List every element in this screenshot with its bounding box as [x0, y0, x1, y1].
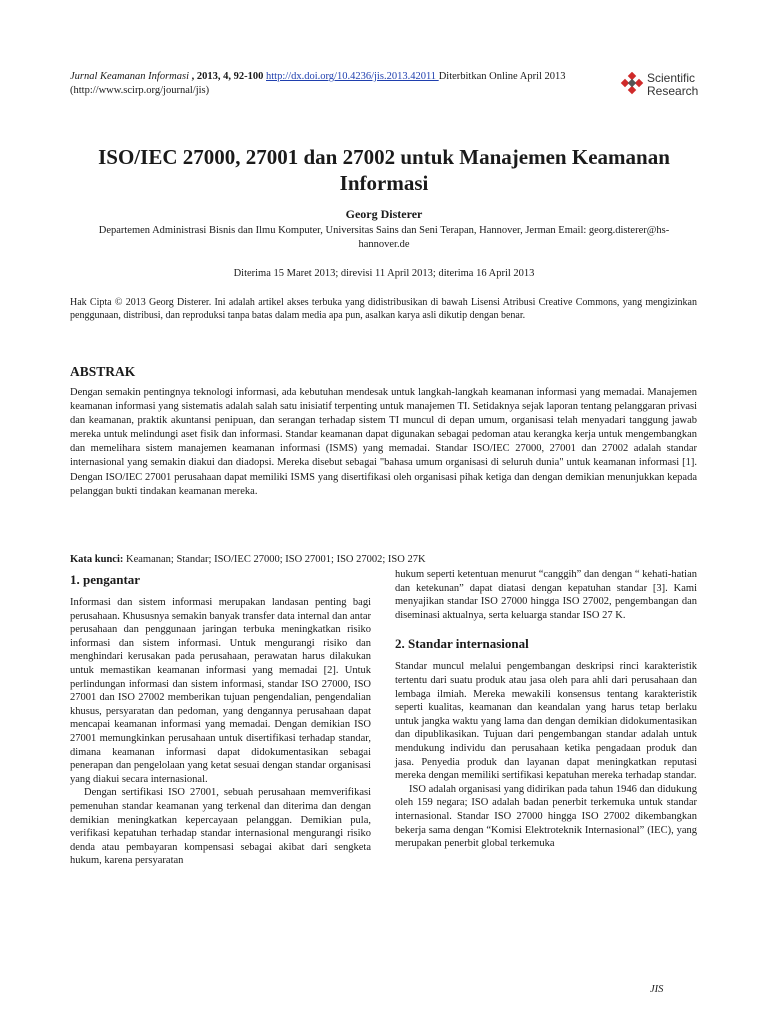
paragraph: ISO adalah organisasi yang didirikan pada tahun 1946 dan didukung oleh 159 negara; ISO adalah badan penerbit terkemuka untuk standar internasional. Standar ISO 27000 hingga ISO 27002 dikembangkan bekerja sama dengan “Komisi Elektroteknik Internasional” (IEC), yang merupakan penerbit global terkemuka	[395, 783, 697, 850]
paragraph: Dengan sertifikasi ISO 27001, sebuah perusahaan memverifikasi pemenuhan standar keamanan yang terkenal dan diterima dan dengan demikian meningkatkan kepercayaan pelanggan. Demikian pula, verifikasi kepatuhan terhadap standar internasional mengurangi risiko denda atau pembayaran kompensasi sebagai akibat dari sengketa hukum, karena persyaratan	[70, 787, 371, 867]
doi-link[interactable]: http://dx.doi.org/10.4236/jis.2013.42011	[266, 71, 439, 82]
section-heading-international-standards: 2. Standar internasional	[395, 636, 529, 652]
paragraph: hukum seperti ketentuan menurut “canggih” dan dengan “ kehati-hatian dan ketekunan” dapat diatasi dengan kepatuhan standar [3]. Kami menyajikan standar ISO 27000 hingga ISO 27002, pengembangan dan diseminasi aktualnya, serta keluarga standar ISO 27 K.	[395, 569, 697, 621]
paragraph: Standar muncul melalui pengembangan deskripsi rinci karakteristik tertentu dari suatu produk atau jasa oleh para ahli dari perusahaan dan lembaga ilmiah. Mereka mewakili konsensus tentang karakteristik seperti kualitas, keamanan dan keandalan yang harus tetap berlaku untuk jangka waktu yang lama dan dengan demikian didokumentasikan dan dipublikasikan. Tujuan dari pengembangan standar adalah untuk mendukung individu dan perusahaan ketika pengadaan produk dan jasa. Penyedia produk dan layanan dapat meningkatkan reputasi mereka dengan memiliki sertifikasi kepatuhan mereka terhadap standar.	[395, 661, 697, 782]
keywords-label: Kata kunci:	[70, 554, 124, 565]
journal-header	[70, 70, 620, 98]
author-affiliation: Departemen Administrasi Bisnis dan Ilmu Komputer, Universitas Sains dan Seni Terapan, Hannover, Jerman Email: georg.disterer@hs-hannover.de	[98, 225, 670, 250]
right-column	[395, 568, 697, 851]
keywords-list: Keamanan; Standar; ISO/IEC 27000; ISO 27001; ISO 27002; ISO 27K	[123, 554, 426, 565]
publisher-wordmark: Scientific Research	[647, 71, 699, 98]
abstract-heading: ABSTRAK	[70, 364, 136, 379]
footer-journal-abbrev: JIS	[650, 984, 664, 995]
publisher-logo-icon	[620, 72, 644, 96]
abstract-text: Dengan semakin pentingnya teknologi informasi, ada kebutuhan mendesak untuk langkah-langkah keamanan informasi yang memadai. Manajemen keamanan informasi yang sistematis adalah salah satu inisiatif terpenting untuk manajemen TI. Setidaknya sejak laporan tentang pelanggaran privasi dan keamanan, praktik akuntansi penipuan, dan serangan terhadap sistem TI muncul di depan umum, organisasi telah menyadari tanggung jawab mereka untuk melindungi aset fisik dan informasi. Standar keamanan dapat digunakan sebagai pedoman atau kerangka kerja untuk mengembangkan dan memelihara sistem manajemen keamanan informasi (ISMS) yang memadai. Standar ISO/IEC 27000, 27001 dan 27002 adalah standar internasional yang semakin diakui dan diadopsi. Mereka disebut sebagai "bahasa umum organisasi di seluruh dunia" untuk keamanan informasi [1]. Dengan ISO/IEC 27001 perusahaan dapat memiliki ISMS yang disertifikasi oleh organisasi pihak ketiga dan dengan demikian menunjukkan kepada pelanggan bukti tindakan keamanan mereka.	[70, 387, 697, 497]
keywords	[70, 554, 697, 565]
left-column	[70, 572, 371, 868]
author-name: Georg Disterer	[345, 207, 423, 221]
journal-issue: , 2013, 4, 92-100	[189, 71, 266, 82]
paper-title: ISO/IEC 27000, 27001 dan 27002 untuk Manajemen Keamanan Informasi	[98, 145, 670, 195]
publication-info: Diterbitkan Online April 2013 (http://www.scirp.org/journal/jis)	[70, 71, 566, 96]
paragraph: Informasi dan sistem informasi merupakan landasan penting bagi perusahaan. Khususnya semakin banyak transfer data internal dan antar perusahaan dan penggunaan jaringan terbuka meningkatkan risiko informasi dan sistem informasi. Untuk mengurangi risiko dan menghindari kerusakan pada perusahaan, perawatan harus dilakukan untuk memastikan keamanan informasi yang memadai [2]. Untuk perlindungan informasi dan sistem informasi, standar ISO 27000, ISO 27001 dan ISO 27002 memberikan tujuan pengendalian, pengendalian khusus, persyaratan dan pedoman, yang dengannya perusahaan dapat mencapai keamanan informasi yang memadai. Dengan demikian ISO 27001 memungkinkan perusahaan untuk disertifikasi terhadap standar, dimana keamanan informasi dapat didokumentasikan sebagai penerapan dan pengelolaan yang ketat sesuai dengan standar organisasi yang diakui secara internasional.	[70, 597, 371, 785]
submission-dates: Diterima 15 Maret 2013; direvisi 11 April 2013; diterima 16 April 2013	[233, 268, 535, 279]
section-heading-introduction: 1. pengantar	[70, 572, 141, 587]
copyright-notice: Hak Cipta © 2013 Georg Disterer. Ini adalah artikel akses terbuka yang didistribusikan di bawah Lisensi Atribusi Creative Commons, yang mengizinkan penggunaan, distribusi, dan reproduksi tanpa batas dalam media apa pun, asalkan karya asli dikutip dengan benar.	[70, 297, 697, 321]
journal-name: Jurnal Keamanan Informasi	[70, 71, 189, 82]
publisher-logo	[620, 72, 710, 100]
